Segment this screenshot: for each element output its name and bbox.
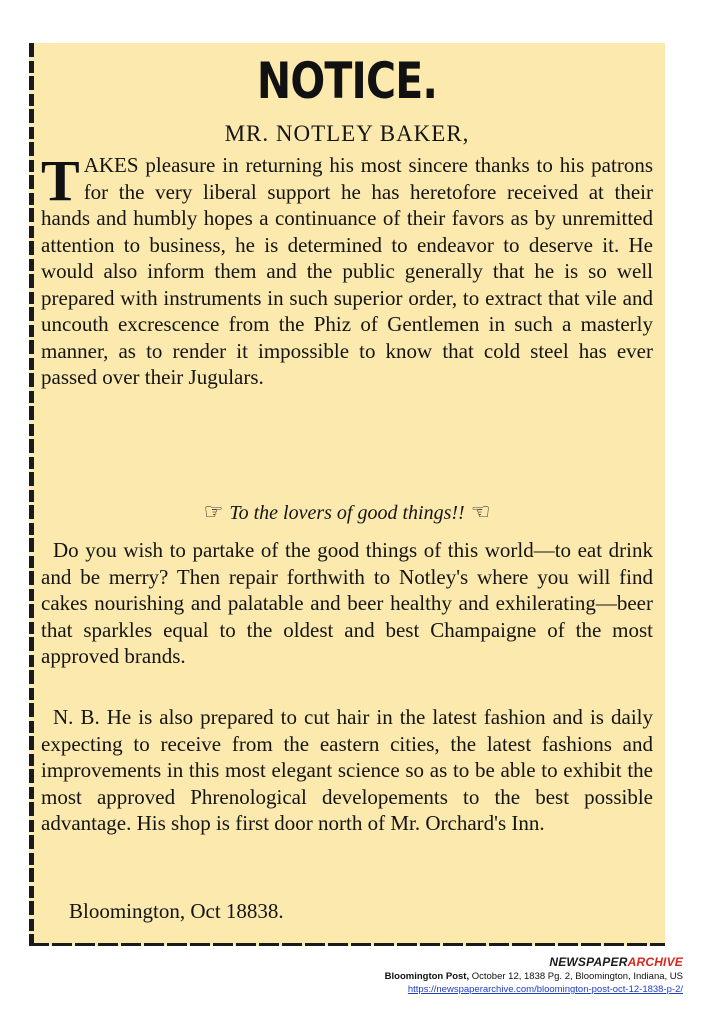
section-heading (29, 498, 665, 527)
citation-line (385, 970, 683, 983)
newspaper-clipping (29, 43, 665, 946)
paragraph-nota-bene-text: N. B. He is also prepared to cut hair in the latest fashion and is daily expecting to receive from the eastern cities, the latest fashions and improvements in this most elegant science so as to be able to exhibit the most approved Phrenological developements to the best possible advantage. His shop is first door north of Mr. Orchard's Inn. (41, 705, 653, 835)
section-heading-text: To the lovers of good things!! (229, 502, 465, 524)
paragraph-intro-text: AKES pleasure in returning his most sincere thanks to his patrons for the very liberal support he has heretofore received at their hands and humbly hopes a continuance of their favors as by unremitted attention to business, he is determined to endeavor to deserve it. He would also inform them and the public generally that he is so well prepared with instruments in such superior order, to extract that vile and uncouth excrescence from the Phiz of Gentlemen in such a masterly manner, as to render it impossible to know that cold steel has ever passed over their Jugulars. (41, 153, 653, 389)
paragraph-nota-bene (41, 704, 653, 837)
paragraph-intro (41, 148, 653, 391)
clipping-bottom-border (29, 943, 665, 946)
publication-name: Bloomington Post, (384, 971, 470, 982)
pointing-hand-right-icon: ☞ (203, 499, 224, 524)
signoff-dateline: Bloomington, Oct 18838. (69, 899, 284, 923)
citation-details: October 12, 1838 Pg. 2, Bloomington, Indiana, US (469, 971, 683, 982)
paragraph-good-things (41, 537, 653, 670)
notice-subhead: MR. NOTLEY BAKER, (224, 121, 470, 146)
paragraph-good-things-text: Do you wish to partake of the good things of this world—to eat drink and be merry? Then repair forthwith to Notley's where you will find cakes nourishing and palatable and beer healthy and exhilerating—beer that sparkles equal to the oldest and best Champaigne of the most approved brands. (41, 538, 653, 668)
clipping-left-border (29, 43, 34, 946)
brand-logo: NEWSPAPERARCHIVE (549, 955, 683, 969)
source-link[interactable]: https://newspaperarchive.com/bloomington-post-oct-12-1838-p-2/ (407, 984, 683, 995)
notice-headline: NOTICE. (256, 52, 438, 110)
pointing-hand-left-icon: ☜ (470, 499, 491, 524)
drop-cap: T (41, 148, 80, 213)
archive-credit (385, 954, 683, 996)
